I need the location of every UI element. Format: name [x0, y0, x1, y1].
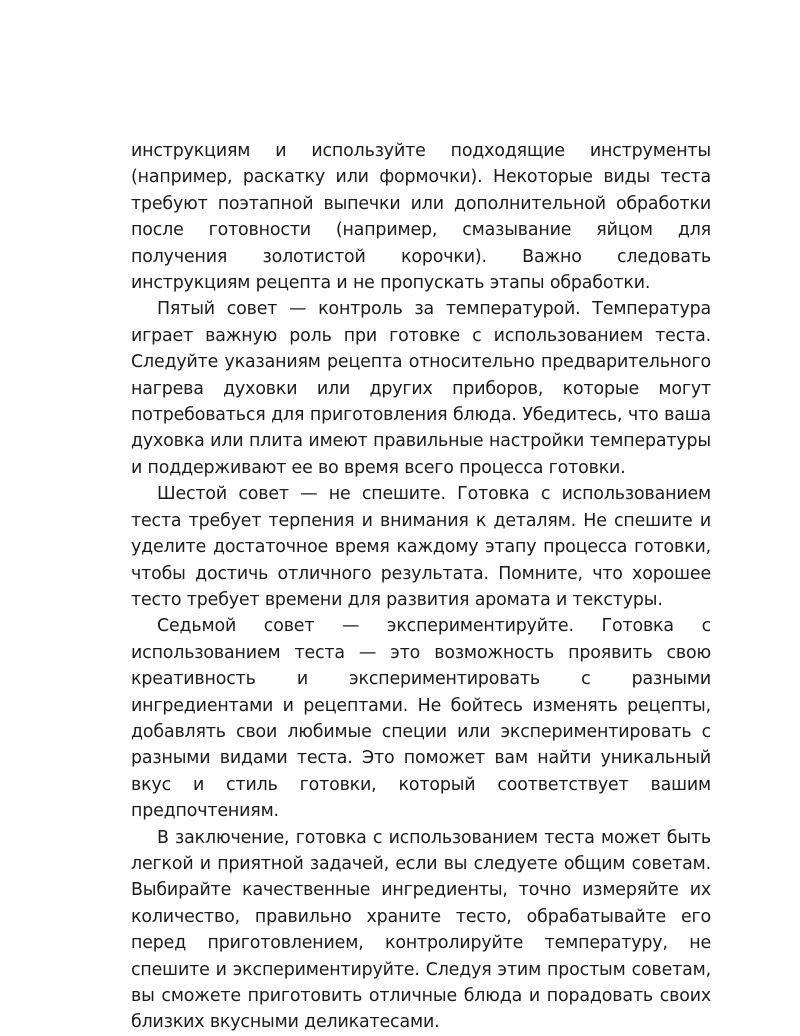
paragraph-sixth-tip: Шестой совет — не спешите. Готовка с использованием теста требует терпения и внимания к деталям. Не спешите и уделите достаточное время каждому этапу процесса готовки, чтобы достичь отличного результата. Помните, что хорошее тесто требует времени для развития аромата и текстуры.: [131, 484, 711, 610]
paragraph-fifth-tip: Пятый совет — контроль за температурой. Температура играет важную роль при готовке с использованием теста. Следуйте указаниям рецепта относительно предварительного нагрева духовки или других приборов, которые могут потребоваться для приготовления блюда. Убедитесь, что ваша духовка или плита имеют правильные настройки температуры и поддерживают ее во время всего процесса готовки.: [131, 299, 711, 478]
body-text: [131, 138, 711, 1036]
paragraph-conclusion: В заключение, готовка с использованием теста может быть легкой и приятной задачей, если вы следуете общим советам. Выбирайте качественные ингредиенты, точно измеряйте их количество, правильно храните тесто, обрабатывайте его перед приготовлением, контролируйте температуру, не спешите и экспериментируйте. Следуя этим простым советам, вы сможете приготовить отличные блюда и порадовать своих близких вкусными деликатесами.: [131, 827, 711, 1033]
paragraph-seventh-tip: Седьмой совет — экспериментируйте. Готовка с использованием теста — это возможность проявить свою креативность и экспериментировать с разными ингредиентами и рецептами. Не бойтесь изменять рецепты, добавлять свои любимые специи или экспериментировать с разными видами теста. Это поможет вам найти уникальный вкус и стиль готовки, который соответствует вашим предпочтениям.: [131, 616, 711, 822]
paragraph-continuation: инструкциям и используйте подходящие инструменты (например, раскатку или формочки). Некоторые виды теста требуют поэтапной выпечки или дополнительной обработки после готовности (например, смазывание яйцом для получения золотистой корочки). Важно следовать инструкциям рецепта и не пропускать этапы обработки.: [131, 141, 711, 294]
